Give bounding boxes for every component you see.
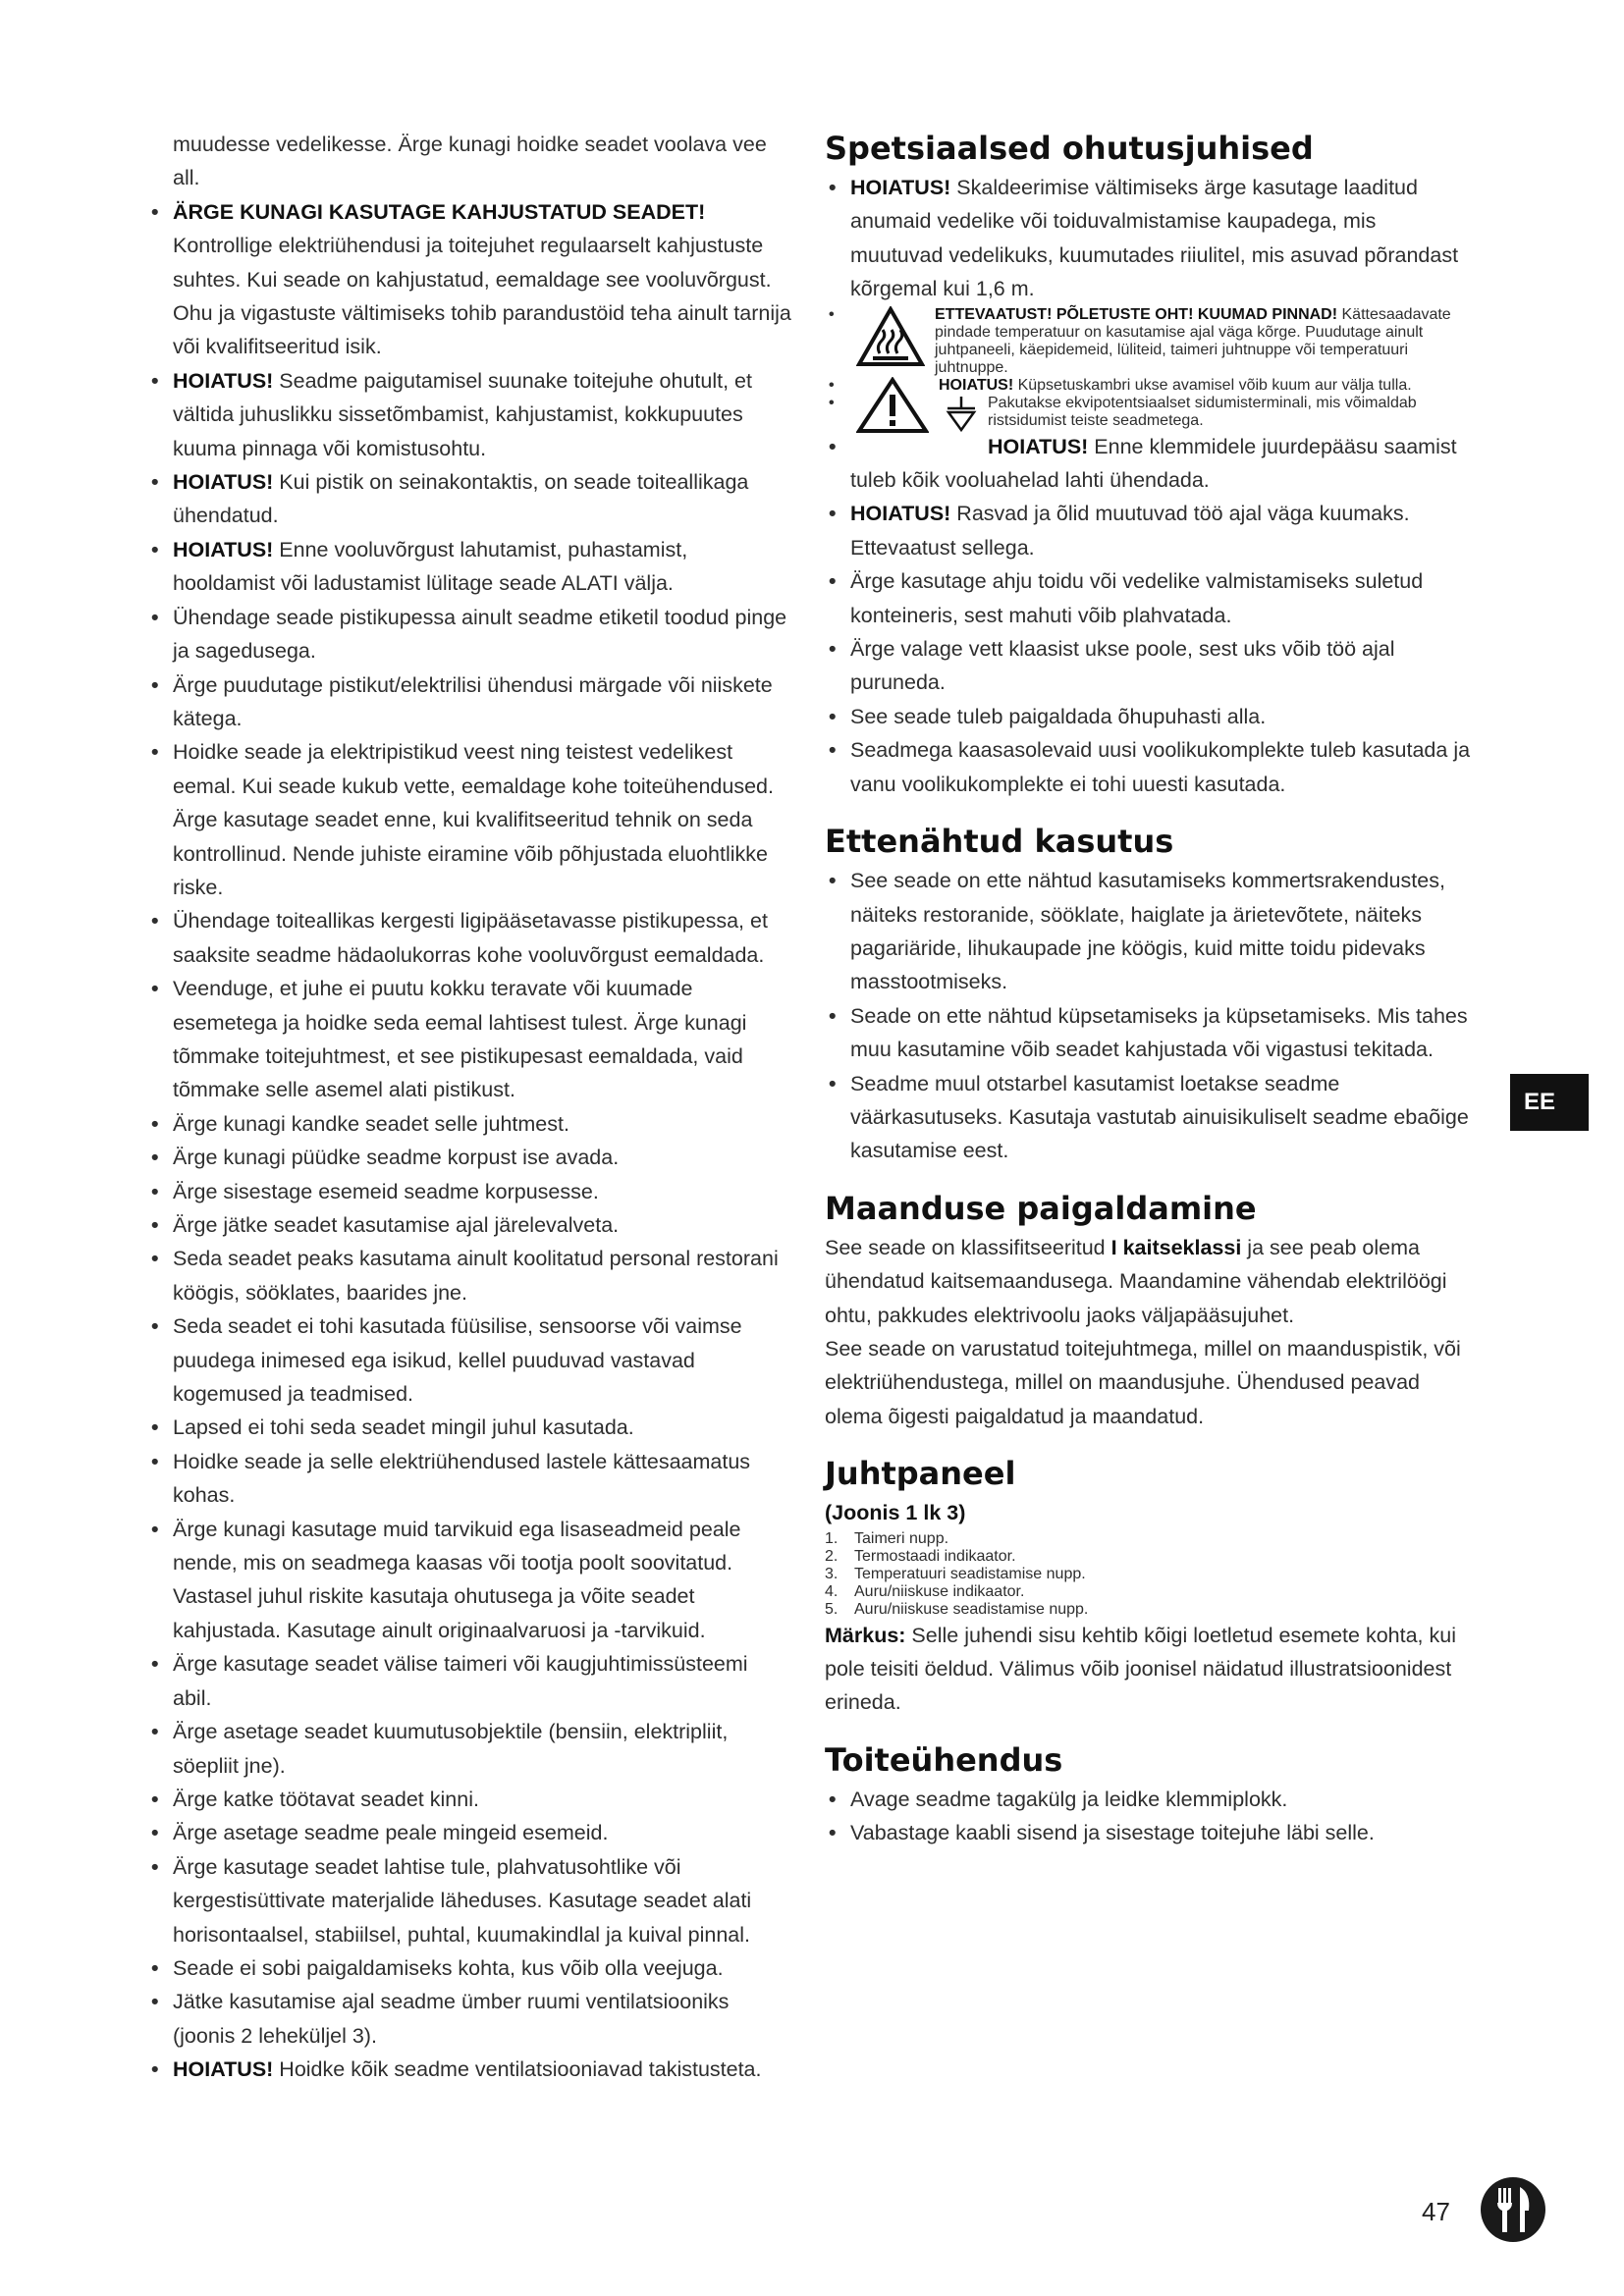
list-item: • Hoidke seade ja selle elektriühendused lastele kättesaamatus kohas. [151, 1449, 751, 1508]
grounding-paragraph: See seade on klassifitseeritud I kaitseklassi ja see peab olema ühendatud kaitsemaandusega. Maandamine vähendab elektrilöögi ohtu, pakkudes elektrivoolu jaoks väljapääsujuhet. [825, 1235, 1447, 1327]
list-item: • HOIATUS! Enne klemmidele juurdepääsu saamist tuleb kõik vooluahelad lahti ühendada. [829, 434, 1457, 493]
list-item: • Ärge valage vett klaasist ukse poole, sest uks võib töö ajal puruneda. [829, 637, 1395, 695]
list-item: • Ärge kasutage seadet lahtise tule, plahvatusohtlike või kergestisüttivate materjalide läheduses. Kasutage seadet alati horisontaalsel, stabiilsel, puhtal, kuumakindlal ja kuival pinnal. [151, 1854, 752, 1947]
hot-surface-warning-icon [856, 306, 925, 372]
numbered-item: 3. Temperatuuri seadistamise nupp. [825, 1565, 1086, 1582]
list-item: • Seadmega kaasasolevaid uusi voolikukomplekte tuleb kasutada ja vanu voolikukomplekte ei tohi uuesti kasutada. [829, 738, 1471, 796]
list-item: • Ärge asetage seadme peale mingeid esemeid. [151, 1821, 609, 1845]
list-item: • Seade on ette nähtud küpsetamiseks ja küpsetamiseks. Mis tahes muu kasutamine võib seadet kahjustada või vigastusi tekitada. [829, 1003, 1468, 1062]
list-item: • HOIATUS! Kui pistik on seinakontaktis, on seade toiteallikaga ühendatud. [151, 470, 749, 528]
list-item: • Seadme muul otstarbel kasutamist loetakse seadme väärkasutuseks. Kasutaja vastutab ainuisikuliselt seadme ebaõige kasutamise eest. [829, 1071, 1469, 1163]
list-item: • Ärge kunagi püüdke seadme korpust ise avada. [151, 1146, 620, 1170]
list-item: • Ärge kasutage seadet välise taimeri või kaugjuhtimissüsteemi abil. [151, 1652, 748, 1710]
left-column [147, 128, 791, 2087]
equipotential-item: • Pakutakse ekvipotentsiaalset sidumisterminali, mis võimaldab ristsidumist teiste seadmetega. [825, 395, 1473, 430]
list-item: • HOIATUS! Skaldeerimise vältimiseks ärge kasutage laaditud anumaid vedelike või toiduvalmistamise kaupadega, mis muutuvad vedelikuks, kuumutades riiulitel, mis asuvad põrandast kõrgemal kui 1,6 m. [829, 176, 1459, 301]
numbered-item: 1. Taimeri nupp. [825, 1529, 949, 1547]
list-item: • ÄRGE KUNAGI KASUTAGE KAHJUSTATUD SEADET! Kontrollige elektriühendusi ja toitejuhet regulaarselt kahjustuste suhtes. Kui seade on kahjustatud, eemaldage see vooluvõrgust. Ohu ja vigastuste vältimiseks tohib parandustöid teha ainult tarnija või kvalifitseeritud isik. [151, 199, 791, 359]
page-number: 47 [1422, 2197, 1450, 2226]
list-item: • See seade tuleb paigaldada õhupuhasti alla. [829, 704, 1267, 728]
list-item: • HOIATUS! Hoidke kõik seadme ventilatsiooniavad takistusteta. [151, 2057, 762, 2082]
list-item: • Ärge kasutage ahju toidu või vedelike valmistamiseks suletud konteineris, sest mahuti võib plahvatada. [829, 569, 1424, 627]
list-item: • Ühendage seade pistikupessa ainult seadme etiketil toodud pinge ja sagedusega. [151, 605, 787, 664]
language-tab: EE [1510, 1074, 1589, 1131]
figure-reference: (Joonis 1 lk 3) [825, 1501, 966, 1525]
list-item: • Seade ei sobi paigaldamiseks kohta, kus võib olla veejuga. [151, 1955, 724, 1980]
list-item: • Ärge asetage seadet kuumutusobjektile (bensiin, elektripliit, söepliit jne). [151, 1720, 729, 1778]
hot-surface-warning-item: • ETTEVAATUST! PÕLETUSTE OHT! KUUMAD PINNAD! Kättesaadavate pindade temperatuur on kasutamise ajal väga kõrge. Puudutage ainult juhtpaneeli, käepidemeid, lüliteid, taimeri juhtnuppe või temperatuuri juhtnuppe. [829, 305, 1451, 376]
list-item: • HOIATUS! Seadme paigutamisel suunake toitejuhe ohutult, et vältida juhuslikku sissetõmbamist, kahjustamist, kokkupuutes kuuma pinnaga või komistusohtu. [151, 368, 752, 460]
section-heading-power-connection: Toiteühendus [825, 1740, 1063, 1779]
list-item: • HOIATUS! Rasvad ja õlid muutuvad töö ajal väga kuumaks. Ettevaatust sellega. [829, 502, 1410, 560]
section-heading-grounding: Maanduse paigaldamine [825, 1189, 1257, 1227]
list-item: • Jätke kasutamise ajal seadme ümber ruumi ventilatsiooniks (joonis 2 leheküljel 3). [151, 1990, 730, 2048]
right-column [825, 128, 1473, 1850]
list-item: • Hoidke seade ja elektripistikud veest ning teistest vedelikest eemal. Kui seade kukub vette, eemaldage kohe toiteühendused. Ärge kasutage seadet enne, kui kvalifitseeritud tehnik on seda kontrollinud. Nende juhiste eiramine võib põhjustada eluohtlikke riske. [151, 740, 774, 899]
section-heading-control-panel: Juhtpaneel [825, 1455, 1016, 1493]
list-item: • Vabastage kaabli sisend ja sisestage toitejuhe läbi selle. [829, 1821, 1375, 1845]
list-item: • Ärge katke töötavat seadet kinni. [151, 1787, 479, 1811]
list-item: • Lapsed ei tohi seda seadet mingil juhul kasutada. [151, 1415, 634, 1440]
list-item: • HOIATUS! Enne vooluvõrgust lahutamist, puhastamist, hooldamist või ladustamist lülitage seade ALATI välja. [151, 537, 688, 596]
section-heading-intended-use: Ettenähtud kasutus [825, 823, 1174, 861]
list-item: • See seade on ette nähtud kasutamiseks kommertsrakendustes, näiteks restoranide, sööklate, haiglate ja ärietevõtete, näiteks pagariäride, lihukaupade jne köögis, kuid mitte toidu pidevaks masstootmiseks. [829, 869, 1445, 994]
list-item: • Seda seadet ei tohi kasutada füüsilise, sensoorse või vaimse puudega inimesed ega isikud, kellel puuduvad vastavad kogemused ja teadmised. [151, 1314, 742, 1407]
list-item: • Seda seadet peaks kasutama ainult koolitatud personal restorani köögis, sööklates, baarides jne. [151, 1247, 779, 1305]
numbered-item: 5. Auru/niiskuse seadistamise nupp. [825, 1600, 1089, 1618]
list-item: • Veenduge, et juhe ei puutu kokku teravate või kuumade esemetega ja hoidke seda eemal lahtisest tulest. Ärge kunagi tõmmake toitejuhtmest, et see pistikupesast eemaldada, vaid tõmmake selle asemel alati pistikust. [151, 977, 747, 1102]
list-item: • Ärge sisestage esemeid seadme korpusesse. [151, 1179, 599, 1203]
fork-knife-logo-icon [1479, 2175, 1547, 2244]
list-item: • Ärge kunagi kandke seadet selle juhtmest. [151, 1111, 569, 1136]
numbered-item: 4. Auru/niiskuse indikaator. [825, 1582, 1025, 1600]
continued-text: muudesse vedelikesse. Ärge kunagi hoidke seadet voolava vee all. [173, 133, 767, 190]
grounding-paragraph: See seade on varustatud toitejuhtmega, millel on maanduspistik, või elektriühendustega, millel on maandusjuhe. Ühendused peavad olema õigesti paigaldatud ja maandatud. [825, 1336, 1461, 1428]
general-warning-item: • HOIATUS! Küpsetuskambri ukse avamisel võib kuum aur välja tulla. [825, 377, 1473, 395]
section-heading-special-safety: Spetsiaalsed ohutusjuhised [825, 130, 1314, 167]
list-item: • Ühendage toiteallikas kergesti ligipääsetavasse pistikupessa, et saaksite seadme hädaolukorras kohe vooluvõrgust eemaldada. [151, 909, 768, 967]
list-item: • Ärge jätke seadet kasutamise ajal järelevalveta. [151, 1213, 620, 1237]
list-item: • Ärge puudutage pistikut/elektrilisi ühendusi märgade või niiskete kätega. [151, 672, 773, 730]
list-item: • Avage seadme tagakülg ja leidke klemmiplokk. [829, 1787, 1288, 1811]
list-item: • Ärge kunagi kasutage muid tarvikuid ega lisaseadmeid peale nende, mis on seadmega kaasas või tootja poolt soovitatud. Vastasel juhul riskite kasutaja ohutusega ja võite seadet kahjustada. Kasutage ainult originaalvaruosi ja -tarvikuid. [151, 1517, 741, 1642]
numbered-item: 2. Termostaadi indikaator. [825, 1547, 1016, 1565]
note-paragraph: Märkus: Selle juhendi sisu kehtib kõigi loetletud esemete kohta, kui pole teisiti öeldud. Välimus võib joonisel näidatud illustratsioonidest erineda. [825, 1623, 1456, 1715]
